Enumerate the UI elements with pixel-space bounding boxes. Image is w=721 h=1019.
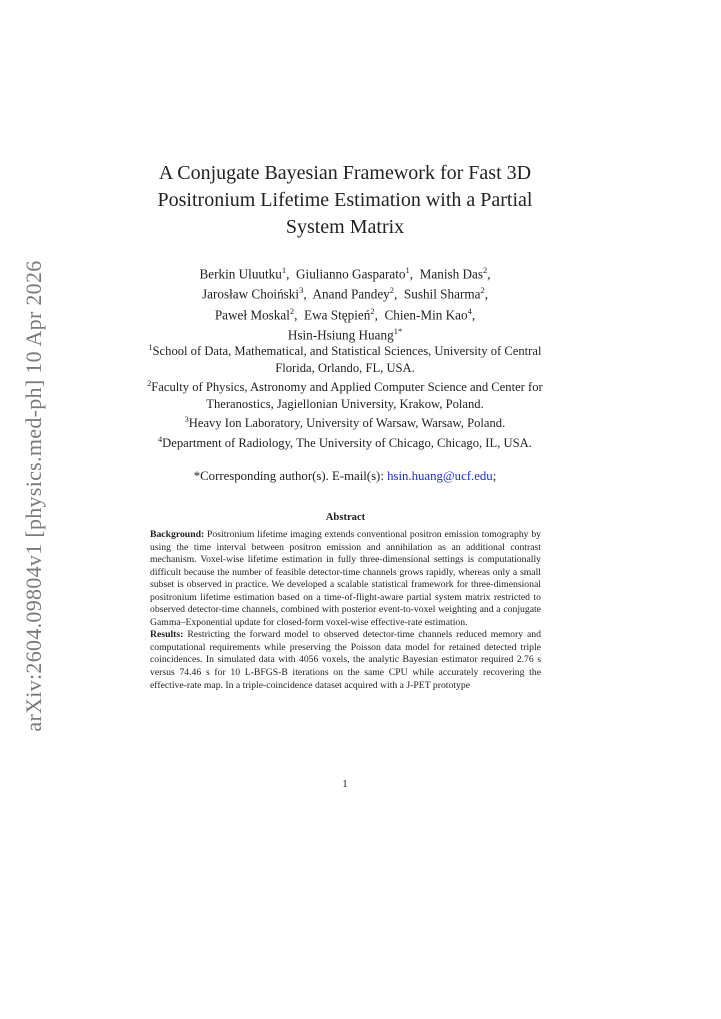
corresponding-prefix: *Corresponding author(s). E-mail(s):: [193, 469, 388, 483]
affiliation: [128, 376, 562, 412]
author-line: Paweł Moskal$^2$, Ewa Stępień$^2$, Chien-Min Kao$^4$,: [214, 305, 476, 323]
title-line: A Conjugate Bayesian Framework for Fast 3D: [158, 162, 532, 184]
affiliation: [128, 340, 562, 376]
author-name: Sushil Sharma: [403, 286, 481, 302]
page-number: 1: [342, 778, 348, 790]
author-affiliation-mark: 1: [281, 265, 287, 275]
author-name: Jarosław Choiński: [201, 286, 300, 302]
results-label: Results:: [150, 629, 184, 641]
title-line: System Matrix: [285, 216, 405, 238]
author-name: Giulianno Gasparato: [296, 266, 406, 282]
abstract-body: [150, 529, 541, 692]
affiliation-number: 2: [147, 379, 152, 389]
abstract-background: [150, 529, 541, 629]
author-affiliation-mark: 4: [467, 305, 472, 316]
arxiv-identifier-stamp: [14, 250, 54, 742]
author-affiliation-mark: 1: [405, 265, 410, 275]
affiliation-list: [128, 340, 562, 452]
abstract-results: [150, 629, 541, 692]
author-name: Hsin-Hsiung Huang: [287, 327, 394, 343]
corresponding-suffix: ;: [492, 469, 497, 483]
affiliation: [128, 432, 562, 452]
author-affiliation-mark: 2: [289, 305, 295, 316]
author-name: Paweł Moskal: [214, 307, 290, 323]
affiliation-number: 4: [158, 435, 163, 445]
background-label: Background:: [150, 529, 205, 540]
affiliation-number: 1: [148, 343, 153, 352]
affiliation-number: 3: [184, 415, 189, 425]
corresponding-author-line: [120, 468, 570, 484]
author-name: Manish Das: [419, 266, 484, 282]
author-affiliation-mark: 2: [370, 305, 375, 316]
author-affiliation-mark: 2: [389, 285, 395, 296]
author-affiliation-mark: 2: [480, 285, 485, 296]
title-line: Positronium Lifetime Estimation with a Partial: [157, 189, 533, 211]
affiliation: [128, 412, 562, 432]
email-link[interactable]: hsin.huang@ucf.edu: [387, 469, 493, 483]
paper-title: [100, 160, 590, 241]
abstract-heading: Abstract: [325, 512, 366, 523]
author-name: Chien-Min Kao: [384, 307, 468, 323]
arxiv-identifier-text: arXiv:2604.09804v1 [physics.med-ph] 10 Apr 2026: [21, 260, 46, 732]
author-list: [120, 262, 570, 344]
background-text: Positronium lifetime imaging extends conventional positron emission tomography by using the time interval between positron emission and annihilation as an additional contrast mechanism. Voxel-wise lifetime estimation in fully three-dimensional settings is computationally difficult because the number of feasible detector-time channels grows rapidly, whereas only a small subset is observed in practice. We developed a scalable statistical framework for three-dimensional positronium lifetime estimation based on a time-of-flight-aware partial system matrix restricted to observed detector-time channels, combined with posterior event-to-voxel weighting and a conjugate Gamma–Exponential update for closed-form voxel-wise effective-rate estimation.: [150, 529, 542, 628]
author-affiliation-mark: 3: [299, 285, 304, 296]
affiliation-text: School of Data, Mathematical, and Statistical Sciences, University of Central Florida, Orlando, FL, USA.: [152, 344, 542, 375]
affiliation-text: Heavy Ion Laboratory, University of Warsaw, Warsaw, Poland.: [188, 416, 506, 431]
author-affiliation-mark: 2: [483, 265, 488, 275]
affiliation-text: Department of Radiology, The University of Chicago, Chicago, IL, USA.: [162, 436, 532, 451]
affiliation-text: Faculty of Physics, Astronomy and Applied Computer Science and Center for Theranostics, Jagiellonian University, Krakow, Poland.: [151, 380, 543, 411]
author-name: Ewa Stępień: [304, 307, 371, 323]
author-affiliation-mark: 1*: [393, 326, 403, 337]
author-name: Anand Pandey: [312, 286, 390, 302]
author-line: Jarosław Choiński$^3$, Anand Pandey$^2$, Sushil Sharma$^2$,: [201, 285, 489, 302]
author-name: Berkin Uluutku: [199, 266, 282, 282]
author-line: Berkin Uluutku$^1$, Giulianno Gasparato$^1$, Manish Das$^2$,: [199, 265, 491, 282]
results-text: Restricting the forward model to observed detector-time channels reduced memory and computational requirements while preserving the Poisson data model for retained detected triple coincidences. In simulated data with 4056 voxels, the analytic Bayesian estimator required 2.76 s versus 74.46 s for 10 L-BFGS-B iterations on the same CPU while accurately recovering the effective-rate map. In a triple-coincidence dataset acquired with a J-PET prototype: [150, 629, 541, 691]
